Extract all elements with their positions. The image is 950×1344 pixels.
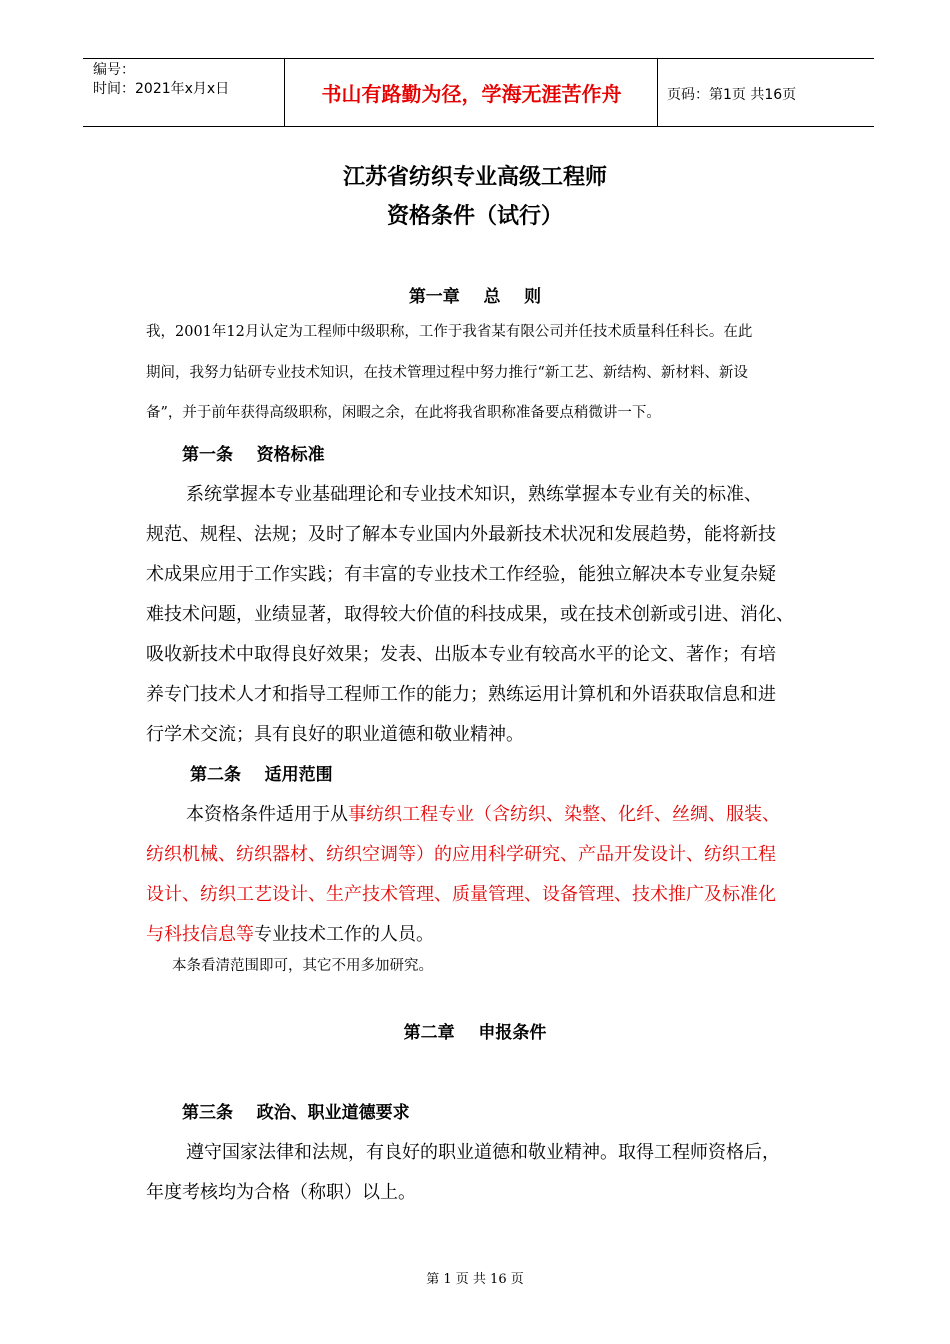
intro-line: 我，2001年12月认定为工程师中级职称，工作于我省某有限公司并任技术质量科任科长。在此 bbox=[146, 324, 753, 340]
page-footer: 第 1 页 共 16 页 bbox=[426, 1272, 524, 1287]
article2-plain-text: 本资格条件适用于从 bbox=[186, 804, 348, 825]
article1-line: 系统掌握本专业基础理论和专业技术知识，熟练掌握本专业有关的标准、 bbox=[186, 484, 762, 505]
header-motto: 书山有路勤为径，学海无涯苦作舟 bbox=[321, 82, 622, 106]
article2-red-line: 设计、纺织工艺设计、生产技术管理、质量管理、设备管理、技术推广及标准化 bbox=[146, 884, 776, 905]
article1-heading: 第一条 资格标准 bbox=[182, 445, 325, 465]
chapter2-heading: 第二章 申报条件 bbox=[403, 1023, 547, 1043]
article2-red-line: 纺织机械、纺织器材、纺织空调等）的应用科学研究、产品开发设计、纺织工程 bbox=[146, 844, 776, 865]
article2-red-text: 与科技信息等 bbox=[146, 924, 254, 945]
article2-line bbox=[146, 920, 434, 946]
number-label: 编号： bbox=[93, 62, 135, 78]
time-label: 时间：2021年x月x日 bbox=[93, 81, 230, 97]
document-title-line2: 资格条件（试行） bbox=[386, 204, 563, 229]
article1-line: 难技术问题，业绩显著，取得较大价值的科技成果，或在技术创新或引进、消化、 bbox=[146, 604, 794, 625]
article1-line: 术成果应用于工作实践；有丰富的专业技术工作经验，能独立解决本专业复杂疑 bbox=[146, 564, 776, 585]
intro-line: 期间，我努力钻研专业技术知识，在技术管理过程中努力推行“新工艺、新结构、新材料、新设 bbox=[146, 365, 748, 381]
article3-line: 年度考核均为合格（称职）以上。 bbox=[146, 1182, 416, 1203]
intro-line: 备”，并于前年获得高级职称，闲暇之余，在此将我省职称准备要点稍微讲一下。 bbox=[146, 405, 661, 421]
document-title-line1: 江苏省纺织专业高级工程师 bbox=[342, 165, 607, 190]
article1-line: 吸收新技术中取得良好效果；发表、出版本专业有较高水平的论文、著作；有培 bbox=[146, 644, 776, 665]
chapter1-heading: 第一章 总 则 bbox=[408, 287, 542, 307]
article1-line: 行学术交流；具有良好的职业道德和敬业精神。 bbox=[146, 724, 524, 745]
header-table bbox=[83, 58, 874, 127]
article1-line: 养专门技术人才和指导工程师工作的能力；熟练运用计算机和外语获取信息和进 bbox=[146, 684, 776, 705]
article2-heading: 第二条 适用范围 bbox=[190, 765, 333, 785]
article2-line bbox=[186, 800, 780, 826]
article3-heading: 第三条 政治、职业道德要求 bbox=[182, 1103, 410, 1123]
article2-note: 本条看清范围即可，其它不用多加研究。 bbox=[172, 958, 433, 974]
header-page-info: 页码：第1页 共16页 bbox=[667, 87, 797, 103]
article2-red-text: 事纺织工程专业（含纺织、染整、化纤、丝绸、服装、 bbox=[348, 804, 780, 825]
article3-line: 遵守国家法律和法规，有良好的职业道德和敬业精神。取得工程师资格后， bbox=[186, 1142, 780, 1163]
article1-line: 规范、规程、法规；及时了解本专业国内外最新技术状况和发展趋势，能将新技 bbox=[146, 524, 776, 545]
header-meta bbox=[93, 61, 229, 99]
article2-plain-text: 专业技术工作的人员。 bbox=[254, 924, 434, 945]
